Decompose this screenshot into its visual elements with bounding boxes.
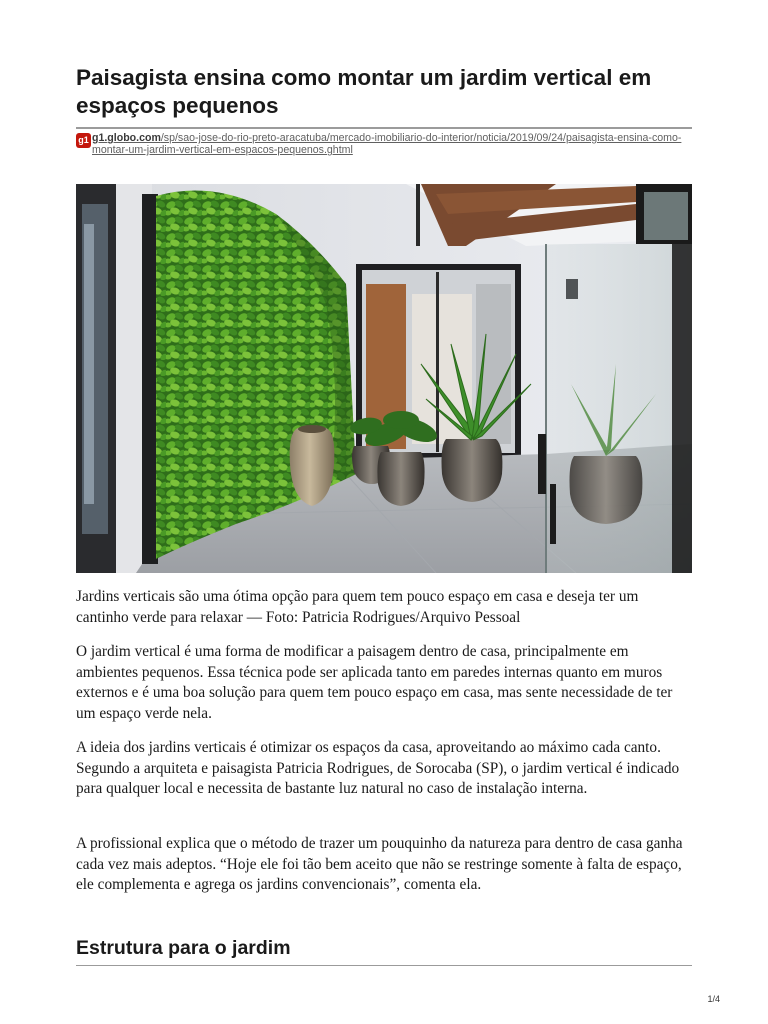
source-path: /sp/sao-jose-do-rio-preto-aracatuba/mercado-imobiliario-do-interior/noticia/2019/09/24/paisagista-ensina-como-montar-um-jardim-vertical-em-espacos-pequenos.ghtml: [92, 132, 682, 156]
page-number: 1/4: [707, 994, 720, 1004]
g1-logo-icon: g1: [76, 133, 91, 148]
source-domain: g1.globo.com: [92, 132, 161, 144]
title-divider: [76, 127, 692, 129]
source-link-row: [76, 132, 692, 156]
article-title: Paisagista ensina como montar um jardim vertical em espaços pequenos: [76, 65, 652, 118]
source-url-link[interactable]: [92, 132, 692, 156]
section-divider: [76, 965, 692, 966]
body-paragraph: A profissional explica que o método de trazer um pouquinho da natureza para dentro de casa ganha cada vez mais adeptos. “Hoje ele foi tão bem aceito que não se restringe somente à falta de espaço, ele complementa e agrega os jardins convencionais”, comenta ela.: [76, 835, 683, 894]
photo-caption: Jardins verticais são uma ótima opção para quem tem pouco espaço em casa e deseja ter um cantinho verde para relaxar — Foto: Patricia Rodrigues/Arquivo Pessoal: [76, 588, 639, 626]
section-heading: Estrutura para o jardim: [76, 937, 291, 959]
body-paragraph: A ideia dos jardins verticais é otimizar os espaços da casa, aproveitando ao máximo cada canto. Segundo a arquiteta e paisagista Patricia Rodrigues, de Sorocaba (SP), o jardim vertical é indicado para qualquer local e necessita de bastante luz natural no caso de instalação interna.: [76, 739, 680, 798]
body-paragraph: O jardim vertical é uma forma de modificar a paisagem dentro de casa, principalmente em ambientes pequenos. Essa técnica pode ser aplicada tanto em paredes internas quanto em muros externos e é uma boa solução para quem tem pouco espaço em casa, mas sente necessidade de ter um espaço verde nela.: [76, 643, 673, 723]
vertical-garden-photo: [76, 184, 692, 573]
